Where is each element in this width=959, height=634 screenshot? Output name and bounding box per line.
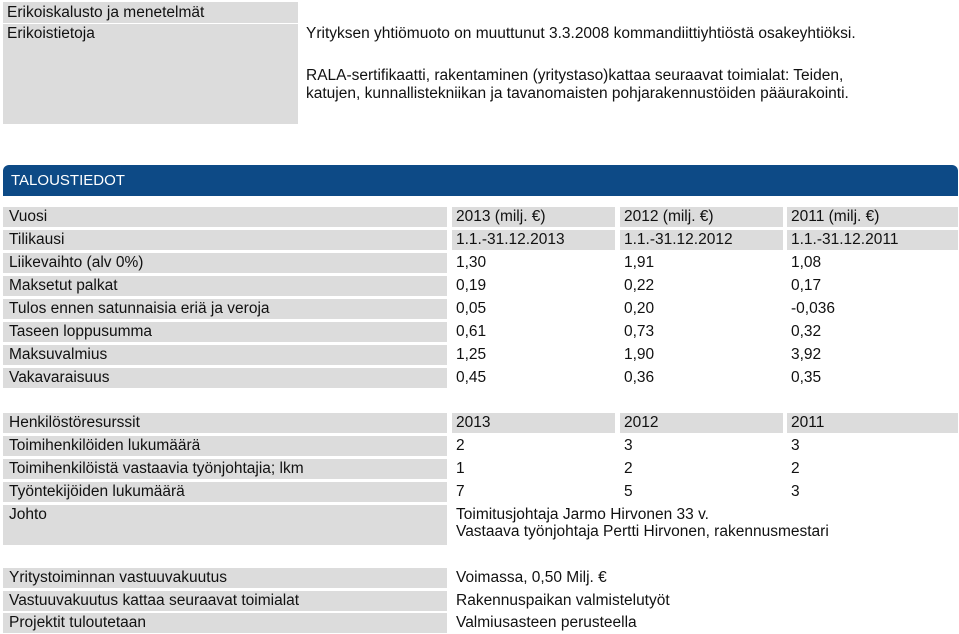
cell-value: 1.1.-31.12.2013 [456,231,565,248]
cell-value: 2 [456,437,465,454]
table-row [3,613,958,633]
cell-value: 1.1.-31.12.2012 [624,231,733,248]
header-cell: 2011 (milj. €) [791,208,880,225]
table-row [3,322,958,342]
cell-value: 3 [791,437,800,454]
row-label: Toimihenkilöistä vastaavia työnjohtajia; lkm [9,460,304,477]
cell-value: -0,036 [791,300,835,317]
cell-value: 0,32 [791,323,822,340]
cell-value: 0,35 [791,369,822,386]
cell-value: 0,17 [791,277,822,294]
row-label: Maksuvalmius [9,346,108,363]
table-row [3,345,958,365]
cell-value: 0,73 [624,323,655,340]
header-cell: Henkilöstöresurssit [9,414,140,431]
cell-value: 0,20 [624,300,655,317]
management-label: Johto [9,506,47,523]
table-row [3,299,958,319]
cell-value: 0,45 [456,369,487,386]
management-line-2: Vastaava työnjohtaja Pertti Hirvonen, rakennusmestari [456,523,829,540]
row-label: Taseen loppusumma [9,323,153,340]
row-label: Vakavaraisuus [9,369,110,386]
table-row [3,230,958,250]
cell-value: Valmiusasteen perusteella [456,614,637,631]
financials-section-header [3,165,958,196]
cell-value: 1,30 [456,254,487,271]
management-line-1: Toimitusjohtaja Jarmo Hirvonen 33 v. [456,506,709,523]
row-label: Tilikausi [9,231,65,248]
cell-value: 0,61 [456,323,487,340]
table-row [3,276,958,296]
header-cell: 2012 (milj. €) [624,208,714,225]
row-label: Toimihenkilöiden lukumäärä [9,437,201,454]
rala-text-line1: RALA-sertifikaatti, rakentaminen (yritystaso)kattaa seuraavat toimialat: Teiden, [306,67,844,84]
cell-value: 0,22 [624,277,655,294]
table-row [3,253,958,273]
cell-value: 1.1.-31.12.2011 [791,231,899,248]
company-form-note: Yrityksen yhtiömuoto on muuttunut 3.3.2008 kommandiittiyhtiöstä osakeyhtiöksi. [306,25,856,42]
table-row [3,368,958,388]
cell-value: 1,25 [456,346,487,363]
cell-value: Rakennuspaikan valmistelutyöt [456,592,670,609]
row-label: Maksetut palkat [9,277,118,294]
section-title: TALOUSTIEDOT [11,172,125,189]
header-cell: Vuosi [9,208,48,225]
header-cell: 2011 [791,414,825,431]
table-row [3,482,958,502]
cell-value: 3,92 [791,346,822,363]
cell-value: 2 [624,460,633,477]
cell-value: 7 [456,483,465,500]
row-label: Yritystoiminnan vastuuvakuutus [9,569,227,586]
cell-value: 1 [456,460,465,477]
management-label-cell [3,505,447,545]
cell-value: 1,91 [624,254,655,271]
header-cell: 2013 (milj. €) [456,208,546,225]
cell-value: 0,36 [624,369,655,386]
row-label: Projektit tuloutetaan [9,614,147,631]
cell-value: 5 [624,483,633,500]
table-row [3,436,958,456]
cell-value: 0,05 [456,300,487,317]
header-cell: 2013 [456,414,491,431]
cell-value: 1,08 [791,254,822,271]
cell-value: 3 [791,483,800,500]
label-special-info: Erikoistietoja [7,25,95,42]
row-label: Työntekijöiden lukumäärä [9,483,185,500]
cell-value: 3 [624,437,633,454]
row-label: Liikevaihto (alv 0%) [9,254,144,271]
cell-value: 2 [791,460,800,477]
table-row [3,459,958,479]
table-row [3,591,958,611]
cell-value: 0,19 [456,277,487,294]
section-heading-equipment: Erikoiskalusto ja menetelmät [7,4,205,21]
financials-header-row [3,207,958,227]
header-cell: 2012 [624,414,659,431]
rala-text-line2: katujen, kunnallistekniikan ja tavanomaisten pohjarakennustöiden pääurakointi. [306,85,849,102]
staff-header-row [3,413,958,433]
cell-value: Voimassa, 0,50 Milj. € [456,569,607,586]
table-row [3,568,958,588]
cell-value: 1,90 [624,346,655,363]
row-label: Tulos ennen satunnaisia eriä ja veroja [9,300,270,317]
row-label: Vastuuvakuutus kattaa seuraavat toimialat [9,592,300,609]
